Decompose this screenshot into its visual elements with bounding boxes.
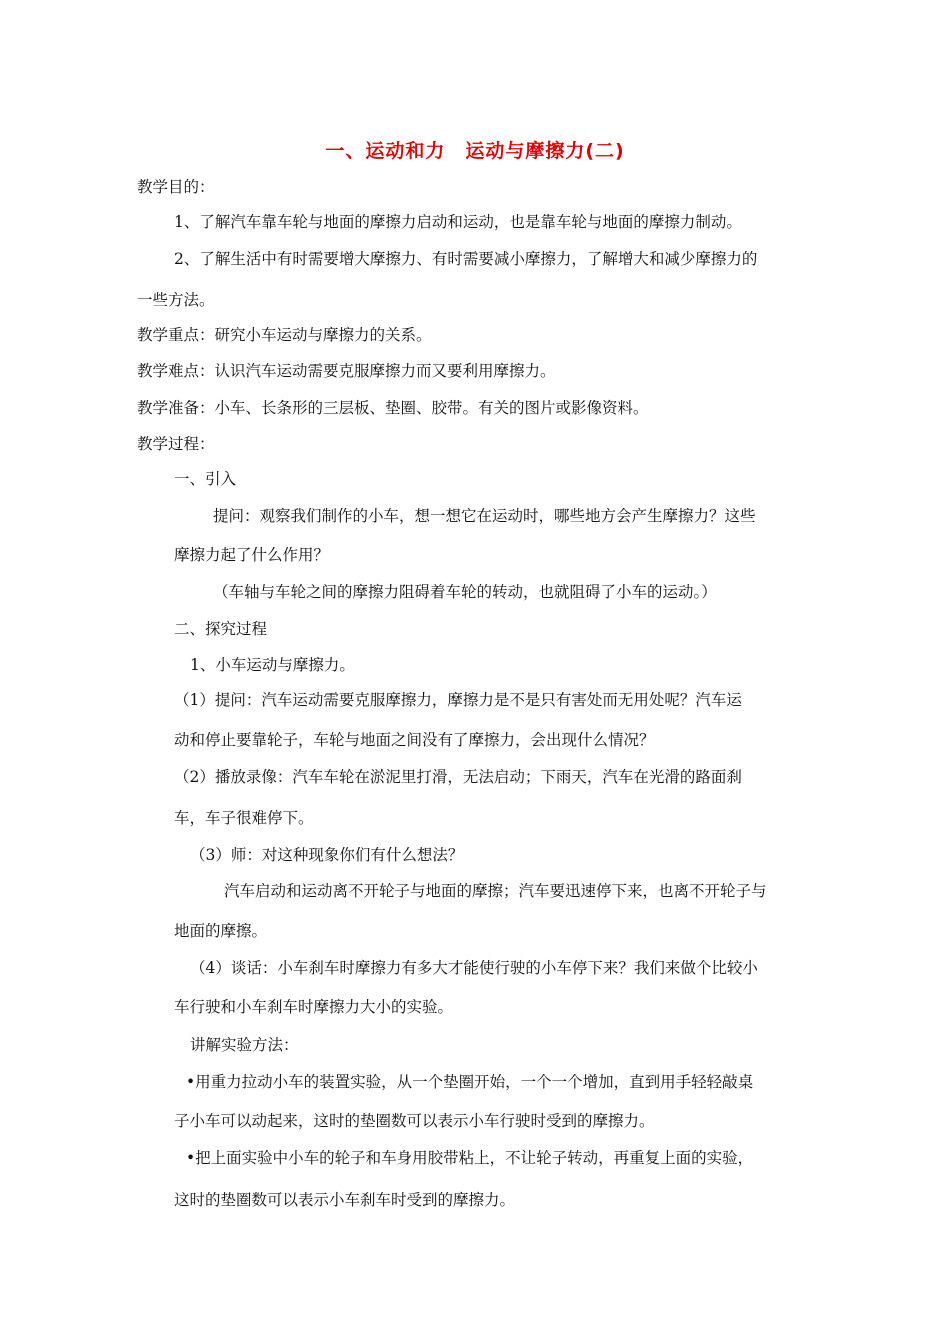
document-title: 一、运动和力 运动与摩擦力(二) <box>325 140 625 162</box>
text-line: •把上面实验中小车的轮子和车身用胶带粘上，不让轮子转动，再重复上面的实验， <box>186 1149 754 1167</box>
text-line: 1、了解汽车靠车轮与地面的摩擦力启动和运动，也是靠车轮与地面的摩擦力制动。 <box>174 213 742 231</box>
text-line: 一些方法。 <box>137 291 215 309</box>
text-line: （2）播放录像：汽车车轮在淤泥里打滑，无法启动；下雨天，汽车在光滑的路面刹 <box>174 768 742 786</box>
text-line: 汽车启动和运动离不开轮子与地面的摩擦；汽车要迅速停下来，也离不开轮子与 <box>224 882 767 900</box>
text-line: 子小车可以动起来，这时的垫圈数可以表示小车行驶时受到的摩擦力。 <box>174 1112 655 1130</box>
text-line: 二、探究过程 <box>174 620 268 638</box>
text-line: 2、了解生活中有时需要增大摩擦力、有时需要减小摩擦力，了解增大和减少摩擦力的 <box>174 250 758 268</box>
text-line: （车轴与车轮之间的摩擦力阻碍着车轮的转动，也就阻碍了小车的运动。） <box>213 583 717 601</box>
text-line: 车行驶和小车刹车时摩擦力大小的实验。 <box>174 998 454 1016</box>
text-line: 教学重点：研究小车运动与摩擦力的关系。 <box>137 326 432 344</box>
text-line: 教学准备：小车、长条形的三层板、垫圈、胶带。有关的图片或影像资料。 <box>137 399 649 417</box>
text-line: （4）谈话：小车刹车时摩擦力有多大才能使行驶的小车停下来？我们来做个比较小 <box>190 959 758 977</box>
text-line: 一、引入 <box>174 470 237 488</box>
text-line: 1、小车运动与摩擦力。 <box>190 656 355 674</box>
text-line: 教学目的： <box>137 178 215 196</box>
text-line: 摩擦力起了什么作用？ <box>174 546 330 564</box>
text-line: 讲解实验方法： <box>190 1036 299 1054</box>
text-line: •用重力拉动小车的装置实验，从一个垫圈开始，一个一个增加，直到用手轻轻敲桌 <box>186 1073 754 1091</box>
text-line: （1）提问：汽车运动需要克服摩擦力，摩擦力是不是只有害处而无用处呢？汽车运 <box>174 691 742 709</box>
text-line: 提问：观察我们制作的小车，想一想它在运动时，哪些地方会产生摩擦力？这些 <box>213 507 756 525</box>
text-line: 这时的垫圈数可以表示小车刹车时受到的摩擦力。 <box>174 1191 516 1209</box>
text-line: 车，车子很难停下。 <box>174 809 314 827</box>
text-line: 教学难点：认识汽车运动需要克服摩擦力而又要利用摩擦力。 <box>137 362 556 380</box>
text-line: 教学过程： <box>137 435 215 453</box>
text-line: （3）师：对这种现象你们有什么想法？ <box>190 846 464 864</box>
text-line: 动和停止要靠轮子，车轮与地面之间没有了摩擦力，会出现什么情况？ <box>174 731 655 749</box>
text-line: 地面的摩擦。 <box>174 922 268 940</box>
